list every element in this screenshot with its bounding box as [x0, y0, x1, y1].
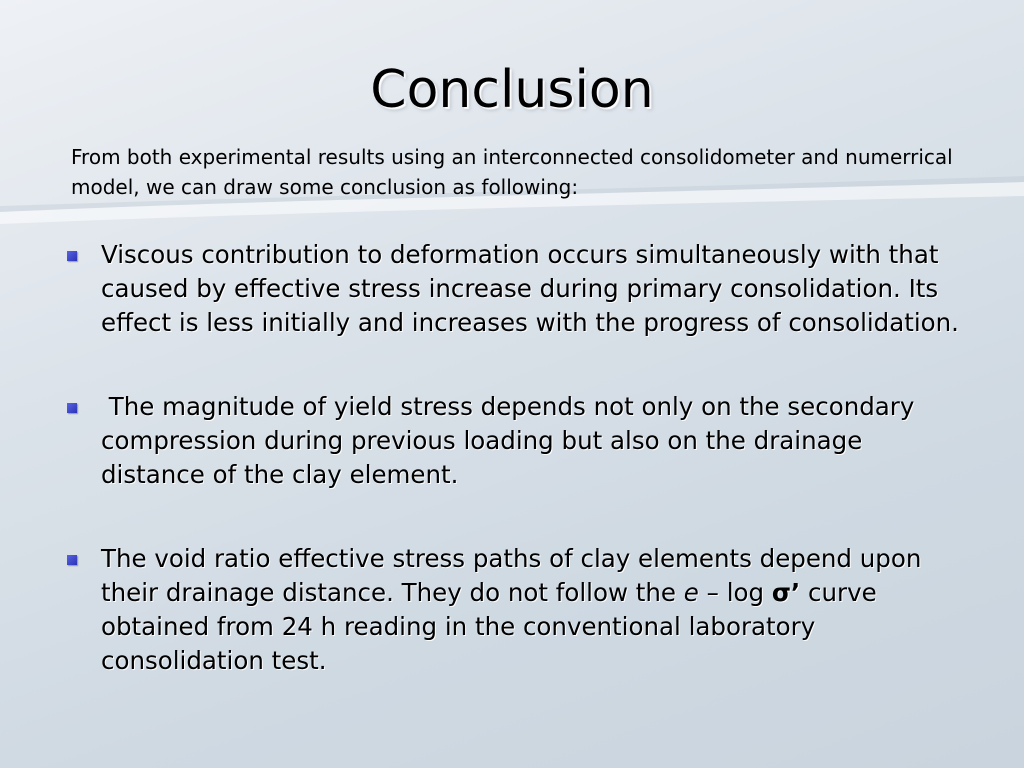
- bullet-text-part: The void ratio effective stress paths of clay elements depend upon their drainage distance. They do not follow the: [101, 544, 922, 607]
- bullet-list: [60, 238, 970, 678]
- bullet-text: Viscous contribution to deformation occurs simultaneously with that caused by effective stress increase during primary consolidation. Its effect is less initially and increases with the progress of consolidation.: [101, 240, 959, 337]
- bullet-text: The magnitude of yield stress depends not only on the secondary compression during previous loading but also on the drainage distance of the clay element.: [101, 392, 923, 489]
- effective-stress-symbol: σ’: [771, 578, 801, 607]
- bullet-text-part: – log: [698, 578, 772, 607]
- slide-subtitle: From both experimental results using an interconnected consolidometer and numerrical model, we can draw some conclusion as following:: [71, 145, 953, 199]
- bullet-item: [60, 390, 970, 492]
- bullet-item: [60, 238, 970, 340]
- bullet-item: [60, 542, 970, 678]
- slide-title: Conclusion: [370, 60, 654, 120]
- void-ratio-symbol: e: [683, 578, 699, 607]
- square-bullet-icon: [67, 251, 77, 261]
- bullet-text-part: curve obtained from 24 h reading in the conventional laboratory consolidation test.: [101, 578, 877, 675]
- square-bullet-icon: [67, 403, 77, 413]
- square-bullet-icon: [67, 555, 77, 565]
